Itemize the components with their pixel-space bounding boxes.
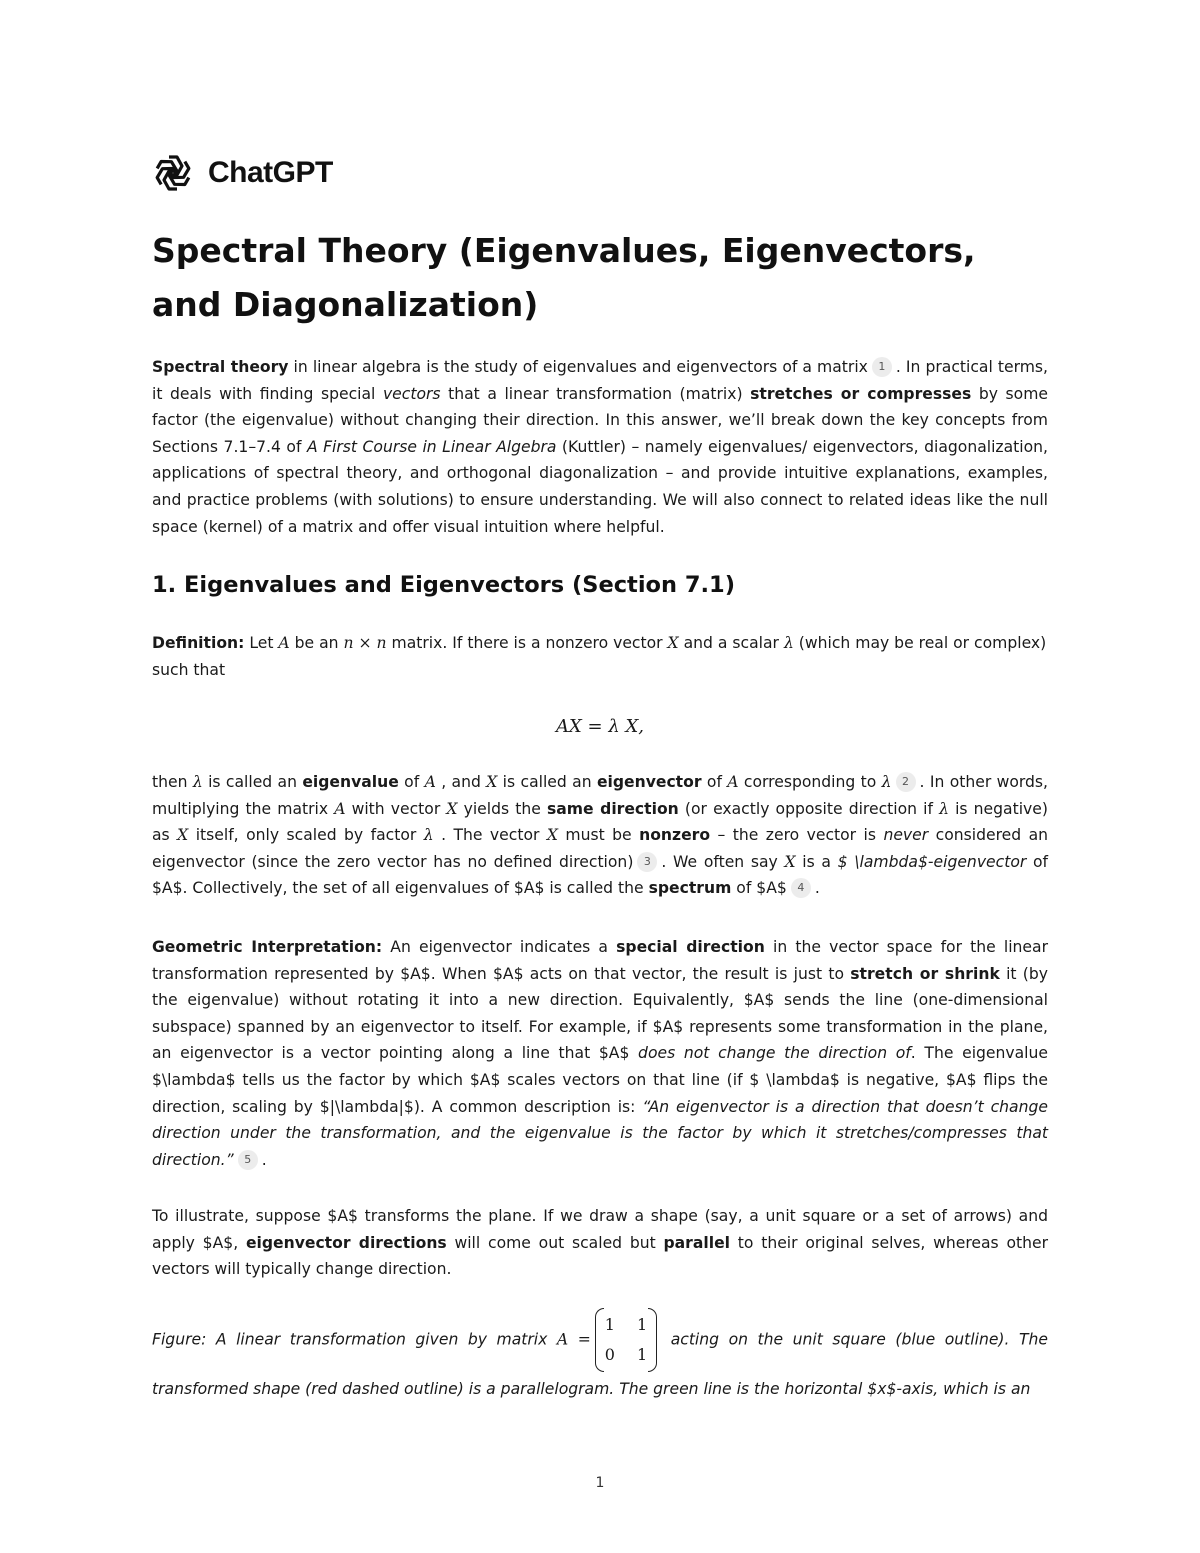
illustrate-paragraph [152,1203,1048,1283]
text: of [398,773,425,791]
text: it (by the eigenvalue) without rotating it into a new direction. Equivalently, $A$ sends the line (one-dimensional subspace) spanned by an eigenvector to itself. For example, if $A$ represents some transformation in the plane, an eigenvector is a vector pointing along a line that $A$ [152,964,1048,1063]
text: , and [435,773,487,791]
eigen-explanation-paragraph [152,769,1048,902]
def-text: Let [244,634,279,652]
bold-term: parallel [663,1233,731,1252]
text: is a [795,852,838,871]
math-A: A [424,773,436,791]
intro-text: (Kuttler) – namely eigenvalues/ eigenvectors, diagonalization, applications of spectral theory, and orthogonal diagonalization – and provide intuitive explanations, examples, and practice problems (with solutions) to ensure understanding. We will also connect to related ideas like the null space (kernel) of a matrix and offer visual intuition where helpful. [152,437,1049,536]
text: of $A$. Collectively, the set of all eigenvalues of $A$ is called the [152,852,1049,898]
intro-text: in linear algebra is the study of eigenvalues and eigenvectors of a matrix [288,358,868,376]
geometric-label: Geometric Interpretation: [152,938,383,956]
bold-term: spectrum [648,879,732,898]
geometric-paragraph [152,934,1048,1173]
bold-term: eigenvector [596,773,702,791]
text: itself, only scaled by factor [188,826,424,845]
text: in the vector space for the linear transformation represented by $A$. When $A$ acts on that vector, the result is just to [152,938,1048,983]
math-lambda: λ [881,773,892,791]
bold-term: nonzero [639,826,711,845]
text: To illustrate, suppose $A$ transforms the plane. If we draw a shape (say, a unit square or a set of arrows) and apply $A$, [152,1207,1048,1252]
text: . The vector [433,826,547,845]
text: to their original selves, whereas other vectors will typically change direction. [152,1233,1048,1279]
intro-bold: stretches or compresses [750,384,972,403]
section-heading-1: 1. Eigenvalues and Eigenvectors (Section 7.1) [152,572,735,598]
bold-term: stretch or shrink [850,964,1000,983]
citation-1[interactable]: 1 [872,357,892,377]
intro-text: by some factor (the eigenvalue) without changing their direction. In this answer, we’ll break down the key concepts from Sections 7.1–7.4 of [152,384,1048,456]
eigen-equation: AX = λ X, [555,716,644,737]
text: must be [557,826,640,845]
text: of $A$ [731,879,787,898]
text: . In other words, multiplying the matrix [152,773,1049,818]
brand-header [152,150,333,196]
page-number: 1 [595,1475,605,1491]
definition-paragraph [152,630,1048,683]
book-title: A First Course in Linear Algebra [306,437,557,456]
math-X: X [667,634,679,652]
caption-text: acting on the unit square (blue outline). The transformed shape (red dashed outline) is a parallelogram. The green line is the horizontal $x$-axis, which is an [152,1330,1048,1398]
text: yields the [457,799,547,818]
italic-term: $ \lambda$-eigenvector [837,852,1027,871]
text: then [152,773,193,791]
math-A-equals: A = [556,1330,591,1349]
math-X: X [486,773,498,791]
def-text: (which may be real or complex) such that [152,634,1047,679]
text: considered an eigenvector (since the zero vector has no defined direction) [152,826,1049,871]
text: is called an [202,773,303,791]
math-A: A [334,799,346,818]
math-A: A [278,634,290,652]
text: . [261,1150,267,1169]
def-text: be an [289,634,344,652]
figure-caption [152,1310,1048,1408]
text: will come out scaled but [446,1233,664,1252]
citation-5[interactable]: 5 [238,1150,258,1170]
citation-3[interactable]: 3 [637,852,657,872]
text: (or exactly opposite direction if [678,799,940,818]
text: is called an [497,773,597,791]
def-text: matrix. If there is a nonzero vector [386,634,668,652]
text: . The eigenvalue $\lambda$ tells us the factor by which $A$ scales vectors on that line (if $ \lambda$ is negative, $A$ flips the direction, scaling by $|\lambda|$). A common description is: [152,1044,1048,1116]
openai-logo-icon [152,152,194,194]
matrix-cell: 1 [636,1315,648,1334]
math-X: X [784,852,796,871]
math-X: X [446,799,458,818]
matrix-row [605,1340,647,1370]
citation-2[interactable]: 2 [896,772,916,792]
italic-term: does not change the direction of [638,1044,911,1063]
intro-paragraph [152,354,1048,540]
italic-quote: “An eigenvector is a direction that doesn’t change direction under the transformation, and the eigenvalue is the factor by which it stretches/compresses that direction.” [152,1097,1048,1169]
text: corresponding to [738,773,882,791]
italic-term: never [883,826,929,845]
text: with vector [345,799,447,818]
text: An eigenvector indicates a [382,938,617,956]
citation-4[interactable]: 4 [791,878,811,898]
brand-name: ChatGPT [208,156,333,189]
bold-term: special direction [616,938,765,956]
math-X: X [546,826,558,845]
intro-text: that a linear transformation (matrix) [440,384,751,403]
matrix-cell: 1 [636,1345,648,1364]
matrix-row [605,1310,647,1340]
matrix-cell: 0 [604,1345,615,1364]
text: – the zero vector is [710,826,884,845]
bold-term: same direction [546,799,679,818]
math-X: X [177,826,189,845]
matrix-A [595,1310,657,1370]
intro-italic: vectors [382,384,441,403]
math-lambda: λ [423,826,434,845]
math-lambda: λ [192,773,203,791]
text: . We often say [661,852,785,871]
math-lambda: λ [783,634,794,652]
intro-term: Spectral theory [152,358,289,376]
math-nxn: n × n [343,634,387,652]
text: of [701,773,728,791]
intro-text: . In practical terms, it deals with finding special [152,358,1048,403]
text: . [814,879,820,898]
matrix-cell: 1 [604,1315,615,1334]
math-A: A [727,773,739,791]
definition-label: Definition: [152,634,245,652]
bold-term: eigenvalue [302,773,399,791]
text: is negative) as [152,799,1048,845]
page-title: Spectral Theory (Eigenvalues, Eigenvectors, and Diagonalization) [152,231,976,324]
bold-term: eigenvector directions [245,1233,447,1252]
def-text: and a scalar [678,634,784,652]
caption-text: Figure: A linear transformation given by matrix [152,1330,557,1349]
math-lambda: λ [939,799,949,818]
